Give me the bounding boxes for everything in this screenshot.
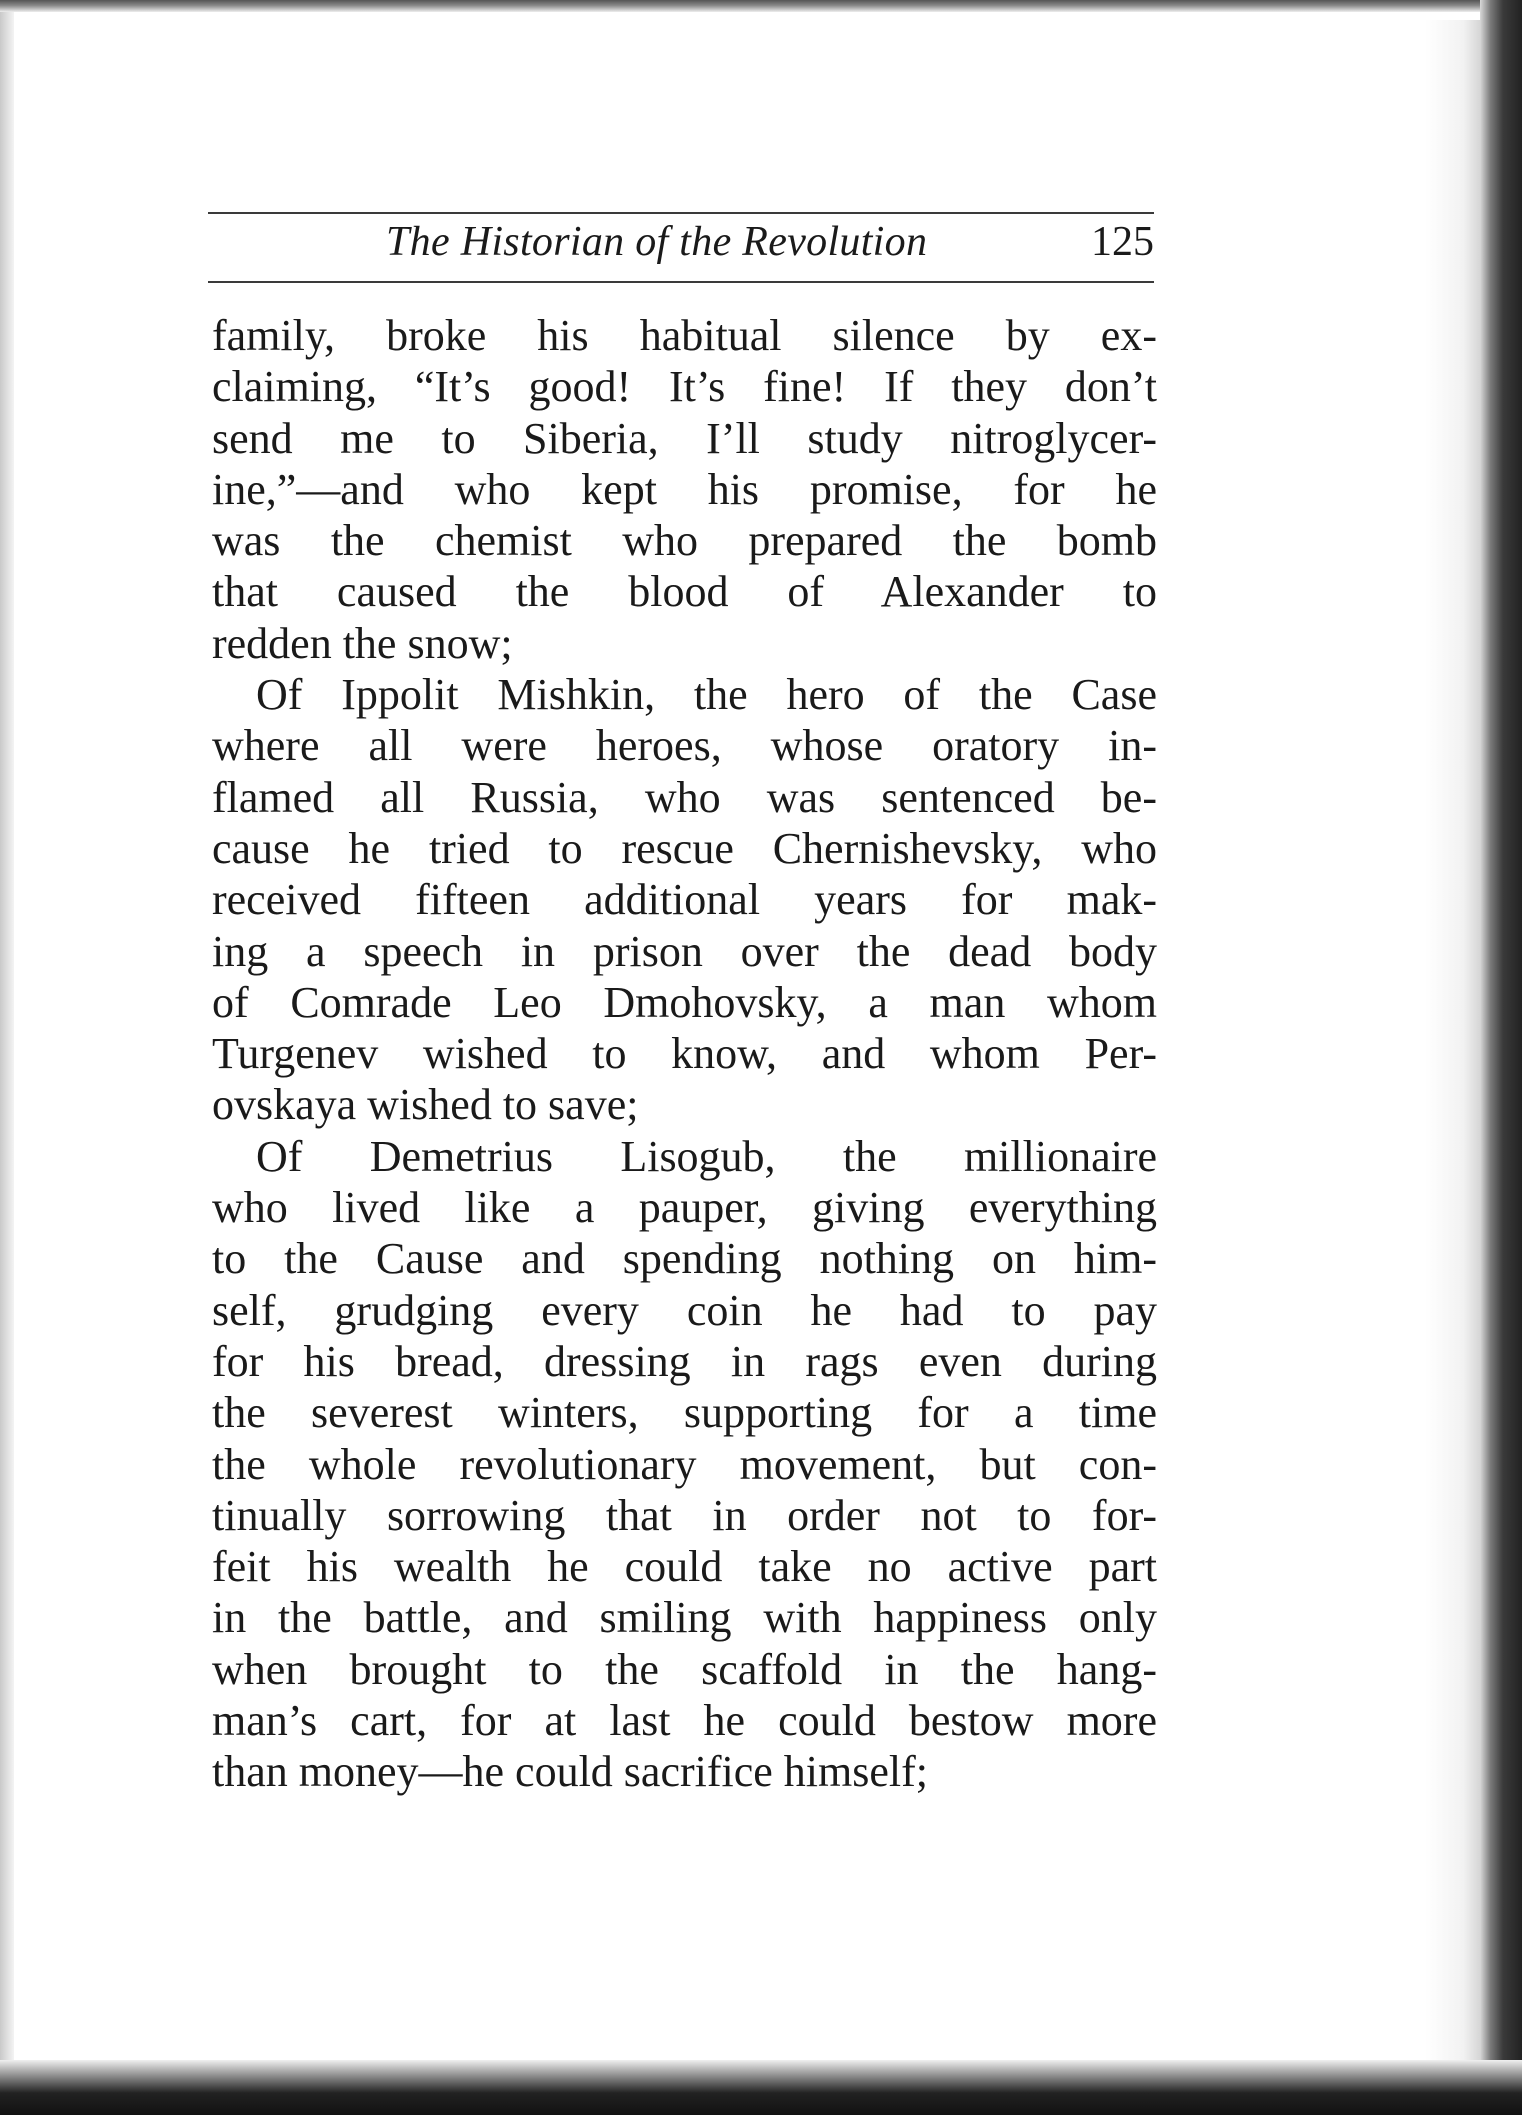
text-line: ing a speech in prison over the dead body: [212, 926, 1157, 976]
text-line: of Comrade Leo Dmohovsky, a man whom: [212, 977, 1157, 1027]
header-rule-bottom: [208, 281, 1154, 283]
running-head: [208, 216, 1154, 278]
book-bottom-edge: [0, 2060, 1522, 2115]
text-line: where all were heroes, whose oratory in-: [212, 721, 1157, 771]
page-number: 125: [1091, 219, 1154, 265]
text-line: send me to Siberia, I’ll study nitroglycer-: [212, 413, 1157, 463]
text-line: ovskaya wished to save;: [212, 1080, 639, 1130]
text-line: that caused the blood of Alexander to: [212, 567, 1157, 617]
text-line: family, broke his habitual silence by ex-: [212, 311, 1157, 360]
text-line: received fifteen additional years for mak-: [212, 875, 1157, 925]
page-gutter-shadow: [1425, 20, 1480, 2100]
text-line: cause he tried to rescue Chernishevsky, who: [212, 823, 1157, 873]
text-line: than money—he could sacrifice himself;: [212, 1747, 928, 1797]
text-line: feit his wealth he could take no active part: [212, 1542, 1157, 1592]
text-line: to the Cause and spending nothing on him-: [212, 1234, 1157, 1284]
text-line: Of Ippolit Mishkin, the hero of the Case: [256, 670, 1157, 720]
page-left-edge: [0, 0, 14, 2115]
text-line: self, grudging every coin he had to pay: [212, 1285, 1157, 1335]
text-line: claiming, “It’s good! It’s fine! If they don’t: [212, 362, 1157, 412]
text-line: the whole revolutionary movement, but con-: [212, 1439, 1157, 1489]
text-line: was the chemist who prepared the bomb: [212, 516, 1157, 566]
text-line: ine,”—and who kept his promise, for he: [212, 464, 1157, 514]
page-top-edge: [0, 0, 1522, 12]
text-line: in the battle, and smiling with happiness only: [212, 1593, 1157, 1643]
body-text: [212, 310, 1157, 1798]
text-line: Turgenev wished to know, and whom Per-: [212, 1029, 1157, 1079]
text-line: tinually sorrowing that in order not to for-: [212, 1490, 1157, 1540]
text-line: Of Demetrius Lisogub, the millionaire: [256, 1131, 1157, 1181]
text-line: when brought to the scaffold in the hang-: [212, 1644, 1157, 1694]
running-title: The Historian of the Revolution: [386, 219, 928, 265]
text-line: who lived like a pauper, giving everything: [212, 1183, 1157, 1233]
text-line: for his bread, dressing in rags even during: [212, 1336, 1157, 1386]
book-right-edge: [1480, 0, 1522, 2115]
text-line: redden the snow;: [212, 618, 513, 668]
text-line: the severest winters, supporting for a time: [212, 1388, 1157, 1438]
text-line: flamed all Russia, who was sentenced be-: [212, 772, 1157, 822]
header-rule-top: [208, 212, 1154, 214]
text-line: man’s cart, for at last he could bestow more: [212, 1696, 1157, 1746]
